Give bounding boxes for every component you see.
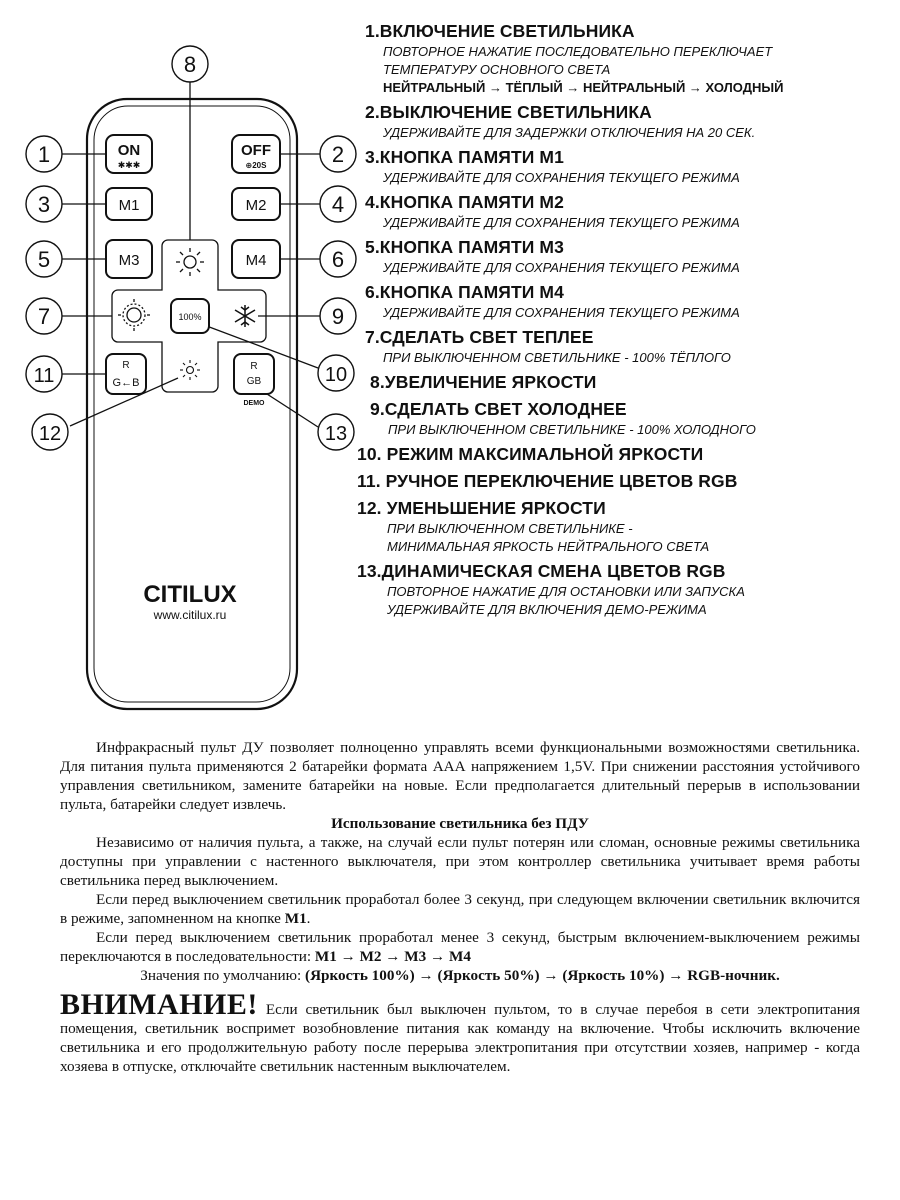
- legend-item-9: [370, 398, 895, 439]
- callout-1: 1: [37, 142, 51, 167]
- brand-logo: CITILUX: [143, 581, 237, 608]
- legend-line: ПРИ ВЫКЛЮЧЕННОМ СВЕТИЛЬНИКЕ - 100% ХОЛОДНОГО: [388, 422, 756, 437]
- legend-item-13: [357, 560, 895, 619]
- legend-item-1: [365, 20, 895, 97]
- off-sublabel: ⊕20S: [245, 161, 267, 170]
- rgb-dynamic-r: R: [250, 361, 258, 372]
- paragraph-2-text: Если перед выключением светильник проработал более 3 секунд, при следующем включении светильник включится в режиме, запомненном на кнопке: [60, 891, 860, 927]
- warning-text: Если светильник был выключен пультом, то в случае перебоя в сети электропитания помещения, светильник воспримет возобновление питания как команду на включение. Чтобы исключить включение светильника и его продолжительную работу после перерыва электропитания при отсутствии хозяев, например - когда хозяева в отпуске, отключайте светильник настенным выключателем.: [60, 1001, 861, 1075]
- legend-line: ПОВТОРНОЕ НАЖАТИЕ ДЛЯ ОСТАНОВКИ ИЛИ ЗАПУСКА: [387, 584, 745, 599]
- legend-title: 9.СДЕЛАТЬ СВЕТ ХОЛОДНЕЕ: [370, 399, 627, 419]
- warning-paragraph: [60, 988, 861, 1076]
- m2-label: M2: [245, 197, 267, 214]
- m3-label: M3: [118, 252, 140, 269]
- paragraph-3: [60, 928, 860, 966]
- legend-sequence: НЕЙТРАЛЬНЫЙ → ТЁПЛЫЙ → НЕЙТРАЛЬНЫЙ → ХОЛОДНЫЙ: [383, 80, 784, 95]
- paragraph-2: Если перед выключением светильник проработал более 3 секунд, при следующем включении светильник включится в режиме, запомненном на кнопке М1.: [60, 891, 860, 927]
- max-label: 100%: [178, 312, 202, 322]
- brand-site: www.citilux.ru: [153, 608, 227, 622]
- callout-7: 7: [37, 304, 51, 329]
- demo-label: DEMO: [243, 400, 265, 407]
- legend-line: УДЕРЖИВАЙТЕ ДЛЯ СОХРАНЕНИЯ ТЕКУЩЕГО РЕЖИМА: [383, 170, 740, 185]
- on-sublabel: ✱✱✱: [117, 160, 141, 170]
- legend-title: 8.УВЕЛИЧЕНИЕ ЯРКОСТИ: [370, 372, 597, 392]
- legend-item-8: [370, 371, 895, 394]
- rgb-dynamic-button[interactable]: [234, 354, 274, 394]
- callout-3: 3: [37, 192, 51, 217]
- callout-11: 11: [33, 365, 55, 387]
- legend-title: 4.КНОПКА ПАМЯТИ М2: [365, 192, 564, 212]
- legend-line: ПРИ ВЫКЛЮЧЕННОМ СВЕТИЛЬНИКЕ -: [387, 521, 633, 536]
- legend-title: 10. РЕЖИМ МАКСИМАЛЬНОЙ ЯРКОСТИ: [357, 444, 704, 464]
- legend-line: ПОВТОРНОЕ НАЖАТИЕ ПОСЛЕДОВАТЕЛЬНО ПЕРЕКЛЮЧАЕТ: [383, 44, 773, 59]
- legend-line: УДЕРЖИВАЙТЕ ДЛЯ СОХРАНЕНИЯ ТЕКУЩЕГО РЕЖИМА: [383, 305, 740, 320]
- legend-item-3: [365, 146, 895, 187]
- legend-title: 5.КНОПКА ПАМЯТИ М3: [365, 237, 564, 257]
- remote-diagram: [0, 0, 360, 720]
- rgb-dynamic-gb: GB: [246, 376, 262, 387]
- legend-title: 1.ВКЛЮЧЕНИЕ СВЕТИЛЬНИКА: [365, 21, 635, 41]
- legend-line: ТЕМПЕРАТУРУ ОСНОВНОГО СВЕТА: [383, 62, 611, 77]
- callout-8: 8: [183, 52, 197, 77]
- intro-paragraph: Инфракрасный пульт ДУ позволяет полноценно управлять всеми функциональными возможностями светильника. Для питания пульта применяются 2 батарейки формата ААА напряжением 1,5V. При снижении расстояния устойчивого управления светильником, замените батарейки на новые. Если предполагается длительный перерыв в использовании пульта, батарейки следует извлечь.: [60, 739, 860, 813]
- callout-2: 2: [331, 142, 345, 167]
- paragraph-1: Независимо от наличия пульта, а также, на случай если пульт потерян или сломан, основные режимы светильника доступны при управлении с настенного выключателя, при этом контроллер светильника учитывает время работы светильника перед выключением.: [60, 834, 860, 889]
- paragraph-4-text: Значения по умолчанию:: [140, 967, 306, 984]
- legend-title: 2.ВЫКЛЮЧЕНИЕ СВЕТИЛЬНИКА: [365, 102, 652, 122]
- legend-item-5: [365, 236, 895, 277]
- m4-label: M4: [245, 252, 267, 269]
- legend-title: 7.СДЕЛАТЬ СВЕТ ТЕПЛЕЕ: [365, 327, 594, 347]
- paragraph-2-bold: М1: [284, 910, 307, 927]
- legend-item-12: [357, 497, 895, 556]
- rgb-manual-r: R: [122, 360, 130, 371]
- legend-item-6: [365, 281, 895, 322]
- legend-title: 12. УМЕНЬШЕНИЕ ЯРКОСТИ: [357, 498, 606, 518]
- instruction-text: [60, 738, 860, 1076]
- legend-line: УДЕРЖИВАЙТЕ ДЛЯ СОХРАНЕНИЯ ТЕКУЩЕГО РЕЖИМА: [383, 215, 740, 230]
- section-title: Использование светильника без ПДУ: [331, 815, 589, 832]
- callout-10: 10: [324, 364, 348, 386]
- legend-item-11: [357, 470, 895, 493]
- paragraph-4-bold: (Яркость 100%) → (Яркость 50%) → (Яркость 10%) → RGB-ночник.: [305, 967, 780, 984]
- legend-title: 6.КНОПКА ПАМЯТИ М4: [365, 282, 564, 302]
- paragraph-4: [60, 966, 860, 985]
- legend-item-10: [357, 443, 895, 466]
- legend-title: 13.ДИНАМИЧЕСКАЯ СМЕНА ЦВЕТОВ RGB: [357, 561, 726, 581]
- legend-item-4: [365, 191, 895, 232]
- legend-line: УДЕРЖИВАЙТЕ ДЛЯ СОХРАНЕНИЯ ТЕКУЩЕГО РЕЖИМА: [383, 260, 740, 275]
- callout-4: 4: [331, 192, 345, 217]
- on-label: ON: [117, 142, 141, 159]
- button-legend: [357, 20, 895, 619]
- legend-title: 3.КНОПКА ПАМЯТИ М1: [365, 147, 564, 167]
- legend-item-7: [365, 326, 895, 367]
- callout-6: 6: [331, 247, 345, 272]
- warning-title: ВНИМАНИЕ!: [60, 988, 258, 1021]
- callout-12: 12: [38, 423, 62, 445]
- legend-line: МИНИМАЛЬНАЯ ЯРКОСТЬ НЕЙТРАЛЬНОГО СВЕТА: [387, 539, 710, 554]
- paragraph-3-text: Если перед выключением светильник проработал менее 3 секунд, быстрым включением-выключением режимы переключаются в последовательности:: [60, 929, 860, 965]
- off-label: OFF: [241, 142, 271, 159]
- callout-9: 9: [331, 304, 345, 329]
- callout-13: 13: [324, 423, 348, 445]
- callout-5: 5: [37, 247, 51, 272]
- legend-line: ПРИ ВЫКЛЮЧЕННОМ СВЕТИЛЬНИКЕ - 100% ТЁПЛОГО: [383, 350, 731, 365]
- m1-label: M1: [118, 197, 140, 214]
- rgb-manual-gb: G←B: [112, 377, 140, 389]
- paragraph-3-bold: М1 → М2 → М3 → М4: [314, 948, 471, 965]
- legend-title: 11. РУЧНОЕ ПЕРЕКЛЮЧЕНИЕ ЦВЕТОВ RGB: [357, 471, 738, 491]
- legend-item-2: [365, 101, 895, 142]
- legend-line: УДЕРЖИВАЙТЕ ДЛЯ ВКЛЮЧЕНИЯ ДЕМО-РЕЖИМА: [387, 602, 707, 617]
- legend-line: УДЕРЖИВАЙТЕ ДЛЯ ЗАДЕРЖКИ ОТКЛЮЧЕНИЯ НА 20 СЕК.: [383, 125, 756, 140]
